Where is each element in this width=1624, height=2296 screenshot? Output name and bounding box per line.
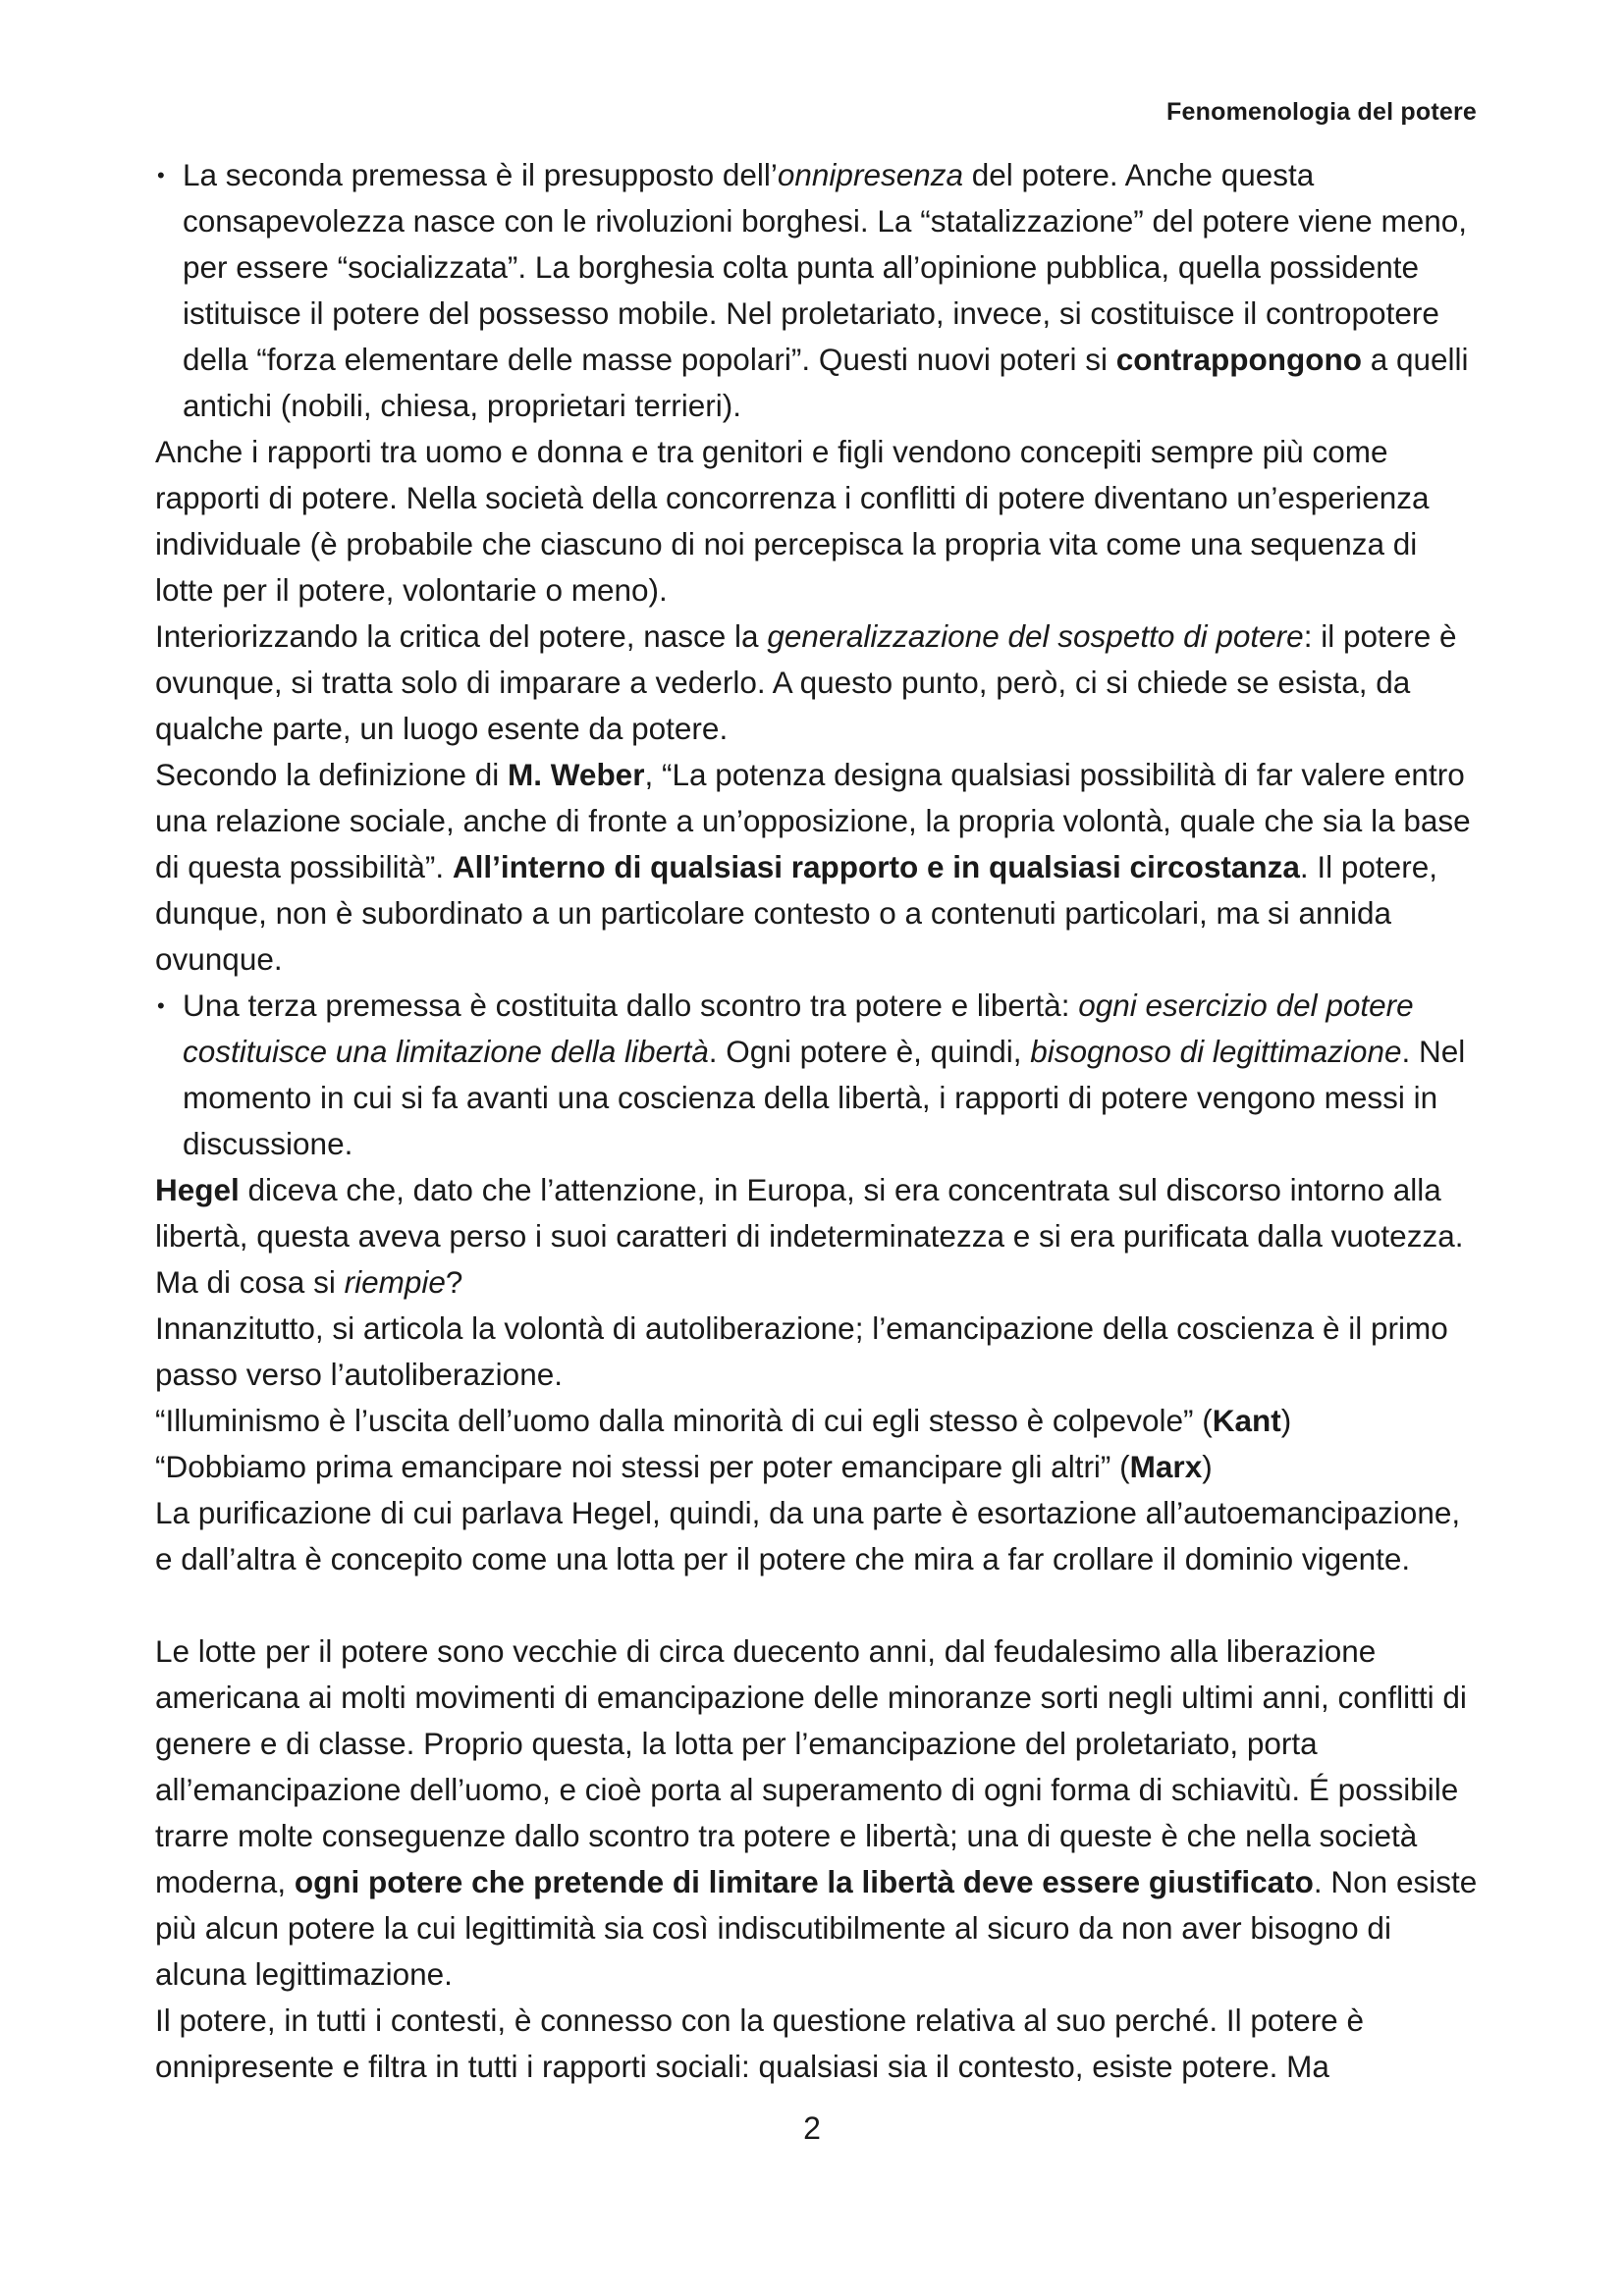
text-run: Interiorizzando la critica del potere, nasce la [155, 618, 768, 654]
text-run: diceva che, dato che l’attenzione, in Europa, si era concentrata sul discorso intorno alla libertà, questa aveva perso i suoi caratteri di indeterminatezza e si era purificata dalla vuotezza. Ma di cosa si [155, 1172, 1464, 1300]
bold-text: contrappongono [1115, 342, 1362, 377]
text-run: Le lotte per il potere sono vecchie di circa duecento anni, dal feudalesimo alla liberazione americana ai molti movimenti di emancipazione delle minoranze sorti negli ultimi anni, conflitti di genere e di classe. Proprio questa, la lotta per l’emancipazione del proletariato, porta all’emancipazione dell’uomo, e cioè porta al superamento di ogni forma di schiavitù. É possibile trarre molte conseguenze dallo scontro tra potere e libertà; una di queste è che nella società moderna, [155, 1633, 1467, 1899]
paragraph [155, 1306, 1479, 1398]
paragraph [155, 752, 1479, 983]
text-run: . Ogni potere è, quindi, [708, 1034, 1031, 1069]
text-run: del potere. Anche questa consapevolezza nasce con le rivoluzioni borghesi. La “statalizzazione” del potere viene meno, per essere “socializzata”. La borghesia colta punta all’opinione pubblica, quella possidente istituisce il potere del possesso mobile. Nel proletariato, invece, si costituisce il contropotere della “forza elementare delle masse popolari”. Questi nuovi poteri si [183, 157, 1468, 377]
text-run: La seconda premessa è il presupposto dell’ [183, 157, 778, 192]
italic-text: bisognoso di legittimazione [1030, 1034, 1402, 1069]
text-run: ) [1280, 1403, 1292, 1438]
italic-text: generalizzazione del sospetto di potere [767, 618, 1304, 654]
text-run: ? [445, 1264, 463, 1300]
bullet-item [155, 152, 1479, 429]
running-header: Fenomenologia del potere [1166, 98, 1477, 126]
page-number: 2 [803, 2110, 821, 2146]
italic-text: ogni esercizio del potere costituisce una limitazione della libertà [183, 988, 1414, 1069]
text-run: “Dobbiamo prima emancipare noi stessi per poter emancipare gli altri” ( [155, 1449, 1130, 1484]
text-run: Innanzitutto, si articola la volontà di autoliberazione; l’emancipazione della coscienza è il primo passo verso l’autoliberazione. [155, 1310, 1448, 1392]
text-run: La purificazione di cui parlava Hegel, quindi, da una parte è esortazione all’autoemancipazione, e dall’altra è concepito come una lotta per il potere che mira a far crollare il dominio vigente. [155, 1495, 1461, 1576]
paragraph [155, 1167, 1479, 1306]
paragraph [155, 1398, 1479, 1444]
bold-text: Marx [1129, 1449, 1203, 1484]
text-run: a quelli antichi (nobili, chiesa, proprietari terrieri). [183, 342, 1469, 423]
paragraph [155, 1444, 1479, 1490]
paragraph [155, 1490, 1479, 1582]
italic-text: riempie [344, 1264, 446, 1300]
paragraph [155, 1998, 1479, 2090]
text-run: . Il potere, dunque, non è subordinato a un particolare contesto o a contenuti particolari, ma si annida ovunque. [155, 849, 1437, 977]
text-run: , “La potenza designa qualsiasi possibilità di far valere entro una relazione sociale, anche di fronte a un’opposizione, la propria volontà, quale che sia la base di questa possibilità”. [155, 757, 1471, 884]
body-text [155, 152, 1479, 2090]
paragraph-spacer [155, 1582, 1479, 1629]
text-run: Anche i rapporti tra uomo e donna e tra genitori e figli vendono concepiti sempre più come rapporti di potere. Nella società della concorrenza i conflitti di potere diventano un’esperienza individuale (è probabile che ciascuno di noi percepisca la propria vita come una sequenza di lotte per il potere, volontarie o meno). [155, 434, 1430, 608]
paragraph [155, 1629, 1479, 1998]
text-run: ) [1202, 1449, 1213, 1484]
bold-text: All’interno di qualsiasi rapporto e in qualsiasi circostanza [452, 849, 1300, 884]
bullet-icon: • [157, 993, 165, 1018]
paragraph [155, 614, 1479, 752]
paragraph [155, 429, 1479, 614]
text-run: : il potere è ovunque, si tratta solo di imparare a vederlo. A questo punto, però, ci si chiede se esista, da qualche parte, un luogo esente da potere. [155, 618, 1457, 746]
text-run: Il potere, in tutti i contesti, è connesso con la questione relativa al suo perché. Il potere è onnipresente e filtra in tutti i rapporti sociali: qualsiasi sia il contesto, esiste potere. Ma [155, 2002, 1364, 2084]
bold-text: Hegel [155, 1172, 240, 1207]
text-run: Secondo la definizione di [155, 757, 509, 792]
italic-text: onnipresenza [777, 157, 964, 192]
bold-text: M. Weber [508, 757, 645, 792]
text-run: “Illuminismo è l’uscita dell’uomo dalla minorità di cui egli stesso è colpevole” ( [155, 1403, 1213, 1438]
bold-text: Kant [1212, 1403, 1281, 1438]
text-run: Una terza premessa è costituita dallo scontro tra potere e libertà: [183, 988, 1079, 1023]
text-run: . Nel momento in cui si fa avanti una coscienza della libertà, i rapporti di potere vengono messi in discussione. [183, 1034, 1466, 1161]
bold-text: ogni potere che pretende di limitare la libertà deve essere giustificato [294, 1864, 1314, 1899]
bullet-icon: • [157, 163, 165, 187]
text-run: . Non esiste più alcun potere la cui legittimità sia così indiscutibilmente al sicuro da non aver bisogno di alcuna legittimazione. [155, 1864, 1478, 1992]
bullet-item [155, 983, 1479, 1167]
